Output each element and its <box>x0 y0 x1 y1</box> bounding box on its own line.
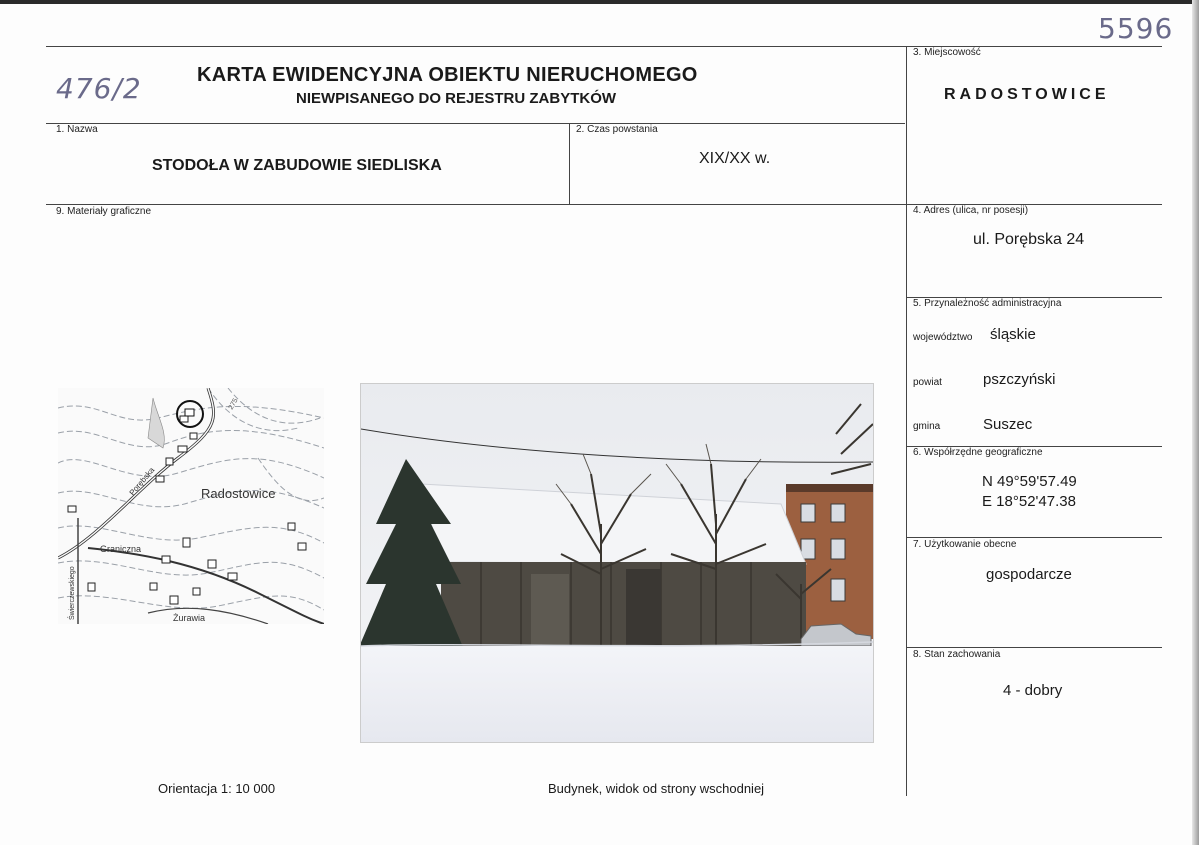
line-field8-top <box>906 647 1162 648</box>
map-contour-label: 275 <box>227 397 240 411</box>
scan-top-edge <box>0 0 1199 4</box>
wojewodztwo-label: województwo <box>913 332 973 343</box>
field-8-value: 4 - dobry <box>1003 682 1063 699</box>
handwritten-number-top-right: 5596 <box>1098 12 1174 45</box>
card-title: KARTA EWIDENCYJNA OBIEKTU NIERUCHOMEGO <box>197 64 698 86</box>
field-3-value: RADOSTOWICE <box>944 86 1110 103</box>
map-place-label: Radostowice <box>201 486 276 501</box>
field-4-label: 4. Adres (ulica, nr posesji) <box>913 205 1029 216</box>
field-2-label: 2. Czas powstania <box>576 124 658 135</box>
map-street-zurawia: Żurawia <box>173 613 206 623</box>
line-name-divider <box>569 123 570 204</box>
field-3-label: 3. Miejscowość <box>913 47 981 58</box>
field-7-label: 7. Użytkowanie obecne <box>913 539 1017 550</box>
location-map <box>58 388 324 624</box>
card-subtitle: NIEWPISANEGO DO REJESTRU ZABYTKÓW <box>296 90 617 107</box>
line-field7-top <box>906 537 1162 538</box>
field-6-label: 6. Współrzędne geograficzne <box>913 447 1043 458</box>
photo-graphic <box>361 384 873 742</box>
photo-caption: Budynek, widok od strony wschodniej <box>548 781 765 796</box>
line-header-bottom <box>46 123 905 124</box>
gmina-value: Suszec <box>983 416 1033 433</box>
latitude-value: N 49°59'57.49 <box>982 473 1077 490</box>
field-9-label: 9. Materiały graficzne <box>56 206 152 217</box>
map-street-swierczewskiego: Świerczewskiego <box>69 566 76 620</box>
handwritten-number-left: 476/2 <box>56 72 142 105</box>
field-4-value: ul. Porębska 24 <box>973 231 1085 248</box>
map-street-porebska: Porębska <box>127 465 157 498</box>
scan-right-edge <box>1192 0 1199 845</box>
wojewodztwo-value: śląskie <box>990 326 1036 343</box>
field-5-label: 5. Przynależność administracyjna <box>913 298 1062 309</box>
building-photo <box>360 383 874 743</box>
powiat-label: powiat <box>913 377 942 388</box>
map-street-graniczna: Graniczna <box>100 544 142 554</box>
line-right-column <box>906 46 907 796</box>
field-1-label: 1. Nazwa <box>56 124 98 135</box>
field-8-label: 8. Stan zachowania <box>913 649 1001 660</box>
field-7-value: gospodarcze <box>986 566 1072 583</box>
longitude-value: E 18°52'47.38 <box>982 493 1076 510</box>
line-top <box>46 46 1162 47</box>
gmina-label: gmina <box>913 421 941 432</box>
field-2-value: XIX/XX w. <box>699 150 771 167</box>
map-graphic <box>58 388 324 624</box>
map-caption: Orientacja 1: 10 000 <box>158 781 276 796</box>
field-1-value: STODOŁA W ZABUDOWIE SIEDLISKA <box>152 157 442 174</box>
powiat-value: pszczyński <box>983 371 1056 388</box>
